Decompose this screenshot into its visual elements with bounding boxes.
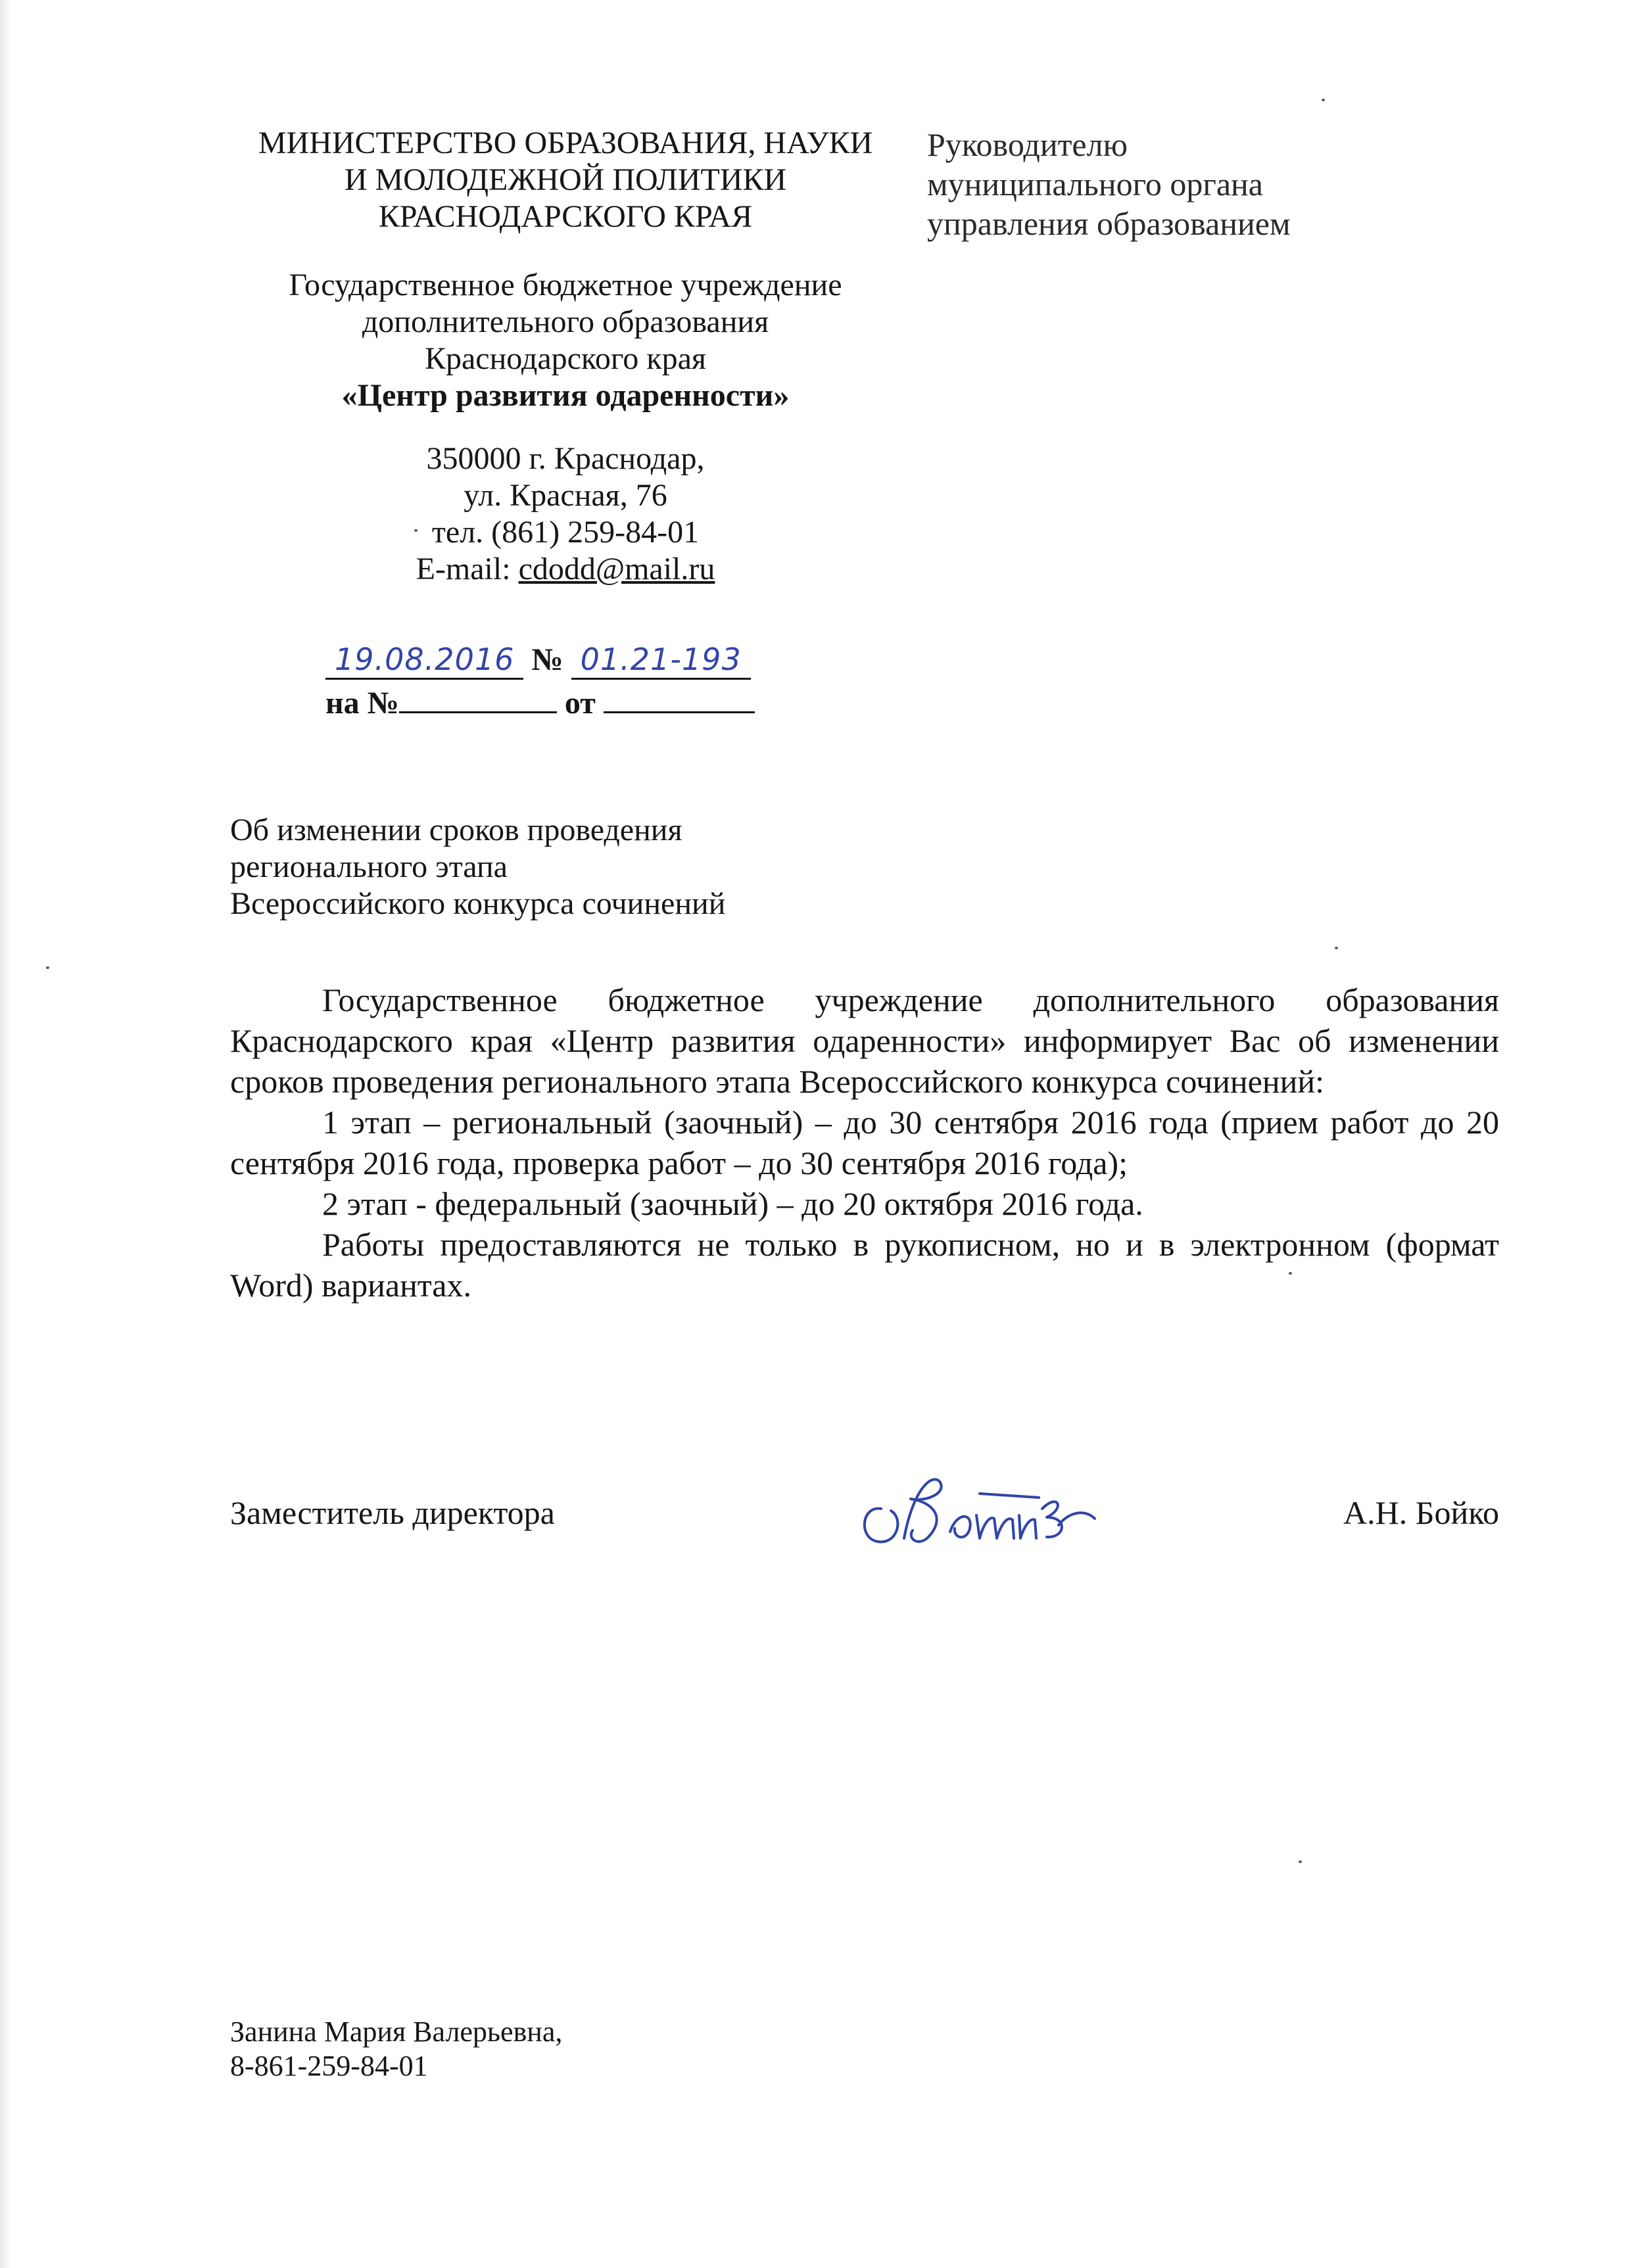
number-label: № — [531, 642, 563, 677]
email-link[interactable]: cdodd@mail.ru — [518, 552, 715, 586]
body-paragraph: 2 этап - федеральный (заочный) – до 20 октября 2016 года. — [322, 1185, 1143, 1222]
ministry-line: И МОЛОДЕЖНОЙ ПОЛИТИКИ — [344, 162, 787, 197]
contact-name: Занина Мария Валерьевна, — [230, 2016, 563, 2048]
ministry-name — [230, 125, 901, 235]
email-label: E-mail: — [416, 552, 519, 586]
institution-line: дополнительного образования — [362, 304, 769, 339]
institution-line: Краснодарского края — [424, 341, 707, 376]
body-paragraph: Государственное бюджетное учреждение дополнительного образования Краснодарского края «Центр развития одаренности» информирует Вас об изменении сроков проведения регионального этапа Всероссийского конкурса сочинений: — [230, 981, 1499, 1100]
ministry-line: МИНИСТЕРСТВО ОБРАЗОВАНИЯ, НАУКИ — [258, 126, 873, 160]
signature-block — [230, 1486, 1499, 1571]
scan-speck — [46, 966, 49, 969]
letter-body — [230, 980, 1499, 1306]
signature-stroke — [865, 1479, 1095, 1542]
handwritten-signature — [842, 1446, 1105, 1558]
scan-speck — [1335, 947, 1338, 949]
ministry-line: КРАСНОДАРСКОГО КРАЯ — [378, 199, 753, 234]
institution-address — [230, 440, 901, 588]
contact-phone: 8-861-259-84-01 — [230, 2050, 428, 2082]
subject-line: Всероссийского конкурса сочинений — [230, 886, 726, 921]
incoming-number-blank — [399, 682, 557, 713]
recipient-line: муниципального органа — [927, 166, 1263, 202]
letterhead — [230, 125, 901, 588]
outgoing-date: 19.08.2016 — [325, 641, 523, 680]
body-paragraph: Работы предоставляются не только в рукописном, но и в электронном (формат Word) вариантах. — [230, 1226, 1499, 1304]
signatory-name: А.Н. Бойко — [1343, 1494, 1499, 1531]
institution-title: «Центр развития одаренности» — [341, 378, 790, 413]
address-line: ул. Красная, 76 — [464, 478, 667, 513]
scan-speck — [414, 529, 418, 532]
incoming-from-label: от — [564, 686, 596, 721]
email-line — [230, 551, 901, 588]
outgoing-number: 01.21-193 — [571, 641, 751, 680]
contact-block — [230, 2015, 562, 2083]
subject-line: регионального этапа — [230, 849, 508, 884]
body-paragraph: 1 этап – региональный (заочный) – до 30 сентября 2016 года (прием работ до 20 сентября 2016 года, проверка работ – до 30 сентября 2016 года); — [230, 1104, 1499, 1181]
scan-speck — [1299, 1860, 1302, 1863]
address-line: 350000 г. Краснодар, — [426, 441, 705, 476]
signatory-position: Заместитель директора — [230, 1494, 555, 1531]
recipient-block — [927, 125, 1387, 243]
incoming-date-blank — [604, 682, 755, 713]
scan-speck — [1289, 1272, 1292, 1275]
scan-speck — [1322, 99, 1325, 101]
institution-line: Государственное бюджетное учреждение — [289, 268, 842, 302]
outgoing-registration — [325, 641, 751, 680]
incoming-number-label: на № — [325, 686, 399, 721]
letter-subject — [230, 812, 953, 922]
institution-name — [230, 267, 901, 414]
recipient-line: управления образованием — [927, 205, 1291, 242]
incoming-reference — [325, 682, 755, 722]
scan-page-edge — [0, 0, 12, 2268]
subject-line: Об изменении сроков проведения — [230, 813, 682, 847]
recipient-line: Руководителю — [927, 126, 1128, 163]
address-line: тел. (861) 259-84-01 — [431, 515, 700, 550]
